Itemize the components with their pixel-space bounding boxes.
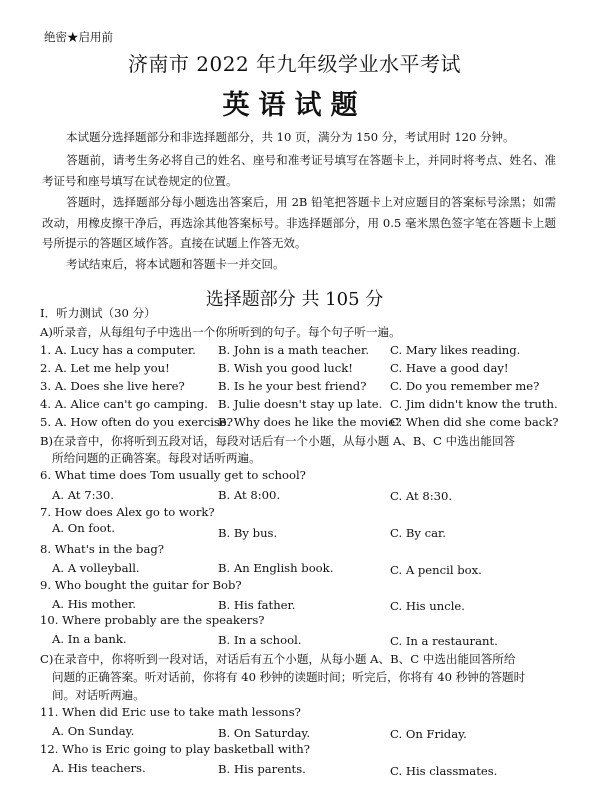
q12-option-c: C. His classmates. [390,764,498,778]
part-a-instruction: A)听录音，从每组句子中选出一个你所听到的句子。每个句子听一遍。 [40,325,401,339]
q9-stem: 9. Who bought the guitar for Bob? [40,578,242,592]
q6-option-a: A. At 7:30. [52,488,114,502]
q7-option-a: A. On foot. [52,521,115,535]
q2-option-b: B. Wish you good luck! [218,361,353,375]
q7-option-b: B. By bus. [218,526,278,540]
instruction-paragraph-2: 答题前，请考生务必将自己的姓名、座号和准考证号填写在答题卡上，并同时将考点、姓名、准考证号和座号填写在试卷规定的位置。 [42,153,556,188]
q8-option-a: A. A volleyball. [52,561,140,575]
q1-option-b: B. John is a math teacher. [218,343,370,357]
q9-option-a: A. His mother. [52,597,137,611]
confidential-mark: 绝密★启用前 [44,30,113,44]
q10-option-c: C. In a restaurant. [390,634,498,648]
q11-option-a: A. On Sunday. [52,724,135,738]
q6-option-c: C. At 8:30. [390,489,453,503]
q9-option-c: C. His uncle. [390,599,465,613]
q4-option-a: 4. A. Alice can't go camping. [40,397,208,411]
q3-option-c: C. Do you remember me? [390,379,540,393]
q8-option-c: C. A pencil box. [390,563,482,577]
instruction-paragraph-3: 答题时，选择题部分每小题选出答案后，用 2B 铅笔把答题卡上对应题目的答案标号涂黑；如需改动，用橡皮擦干净后，再选涂其他答案标号。非选择题部分，用 0.5 毫米黑色签字笔在答题卡上题号所提示的答题区域作答。直接在试题上作答无效。 [42,195,556,250]
q8-stem: 8. What's in the bag? [40,542,165,556]
q4-option-b: B. Julie doesn't stay up late. [218,397,383,411]
part-c-instruction-line-1: C)在录音中，你将听到一段对话，对话后有五个小题，从每小题 A、B、C 中选出能回答所给 [40,652,516,666]
q10-option-b: B. In a school. [218,633,302,647]
part-heading: I．听力测试（30 分） [40,306,156,320]
q12-option-a: A. His teachers. [52,761,146,775]
q6-option-b: B. At 8:00. [218,488,281,502]
part-b-instruction-line-2: 所给问题的正确答案。每段对话听两遍。 [52,451,261,465]
subject-title: 英语试题 [222,90,367,121]
q5-option-a: 5. A. How often do you exercise? [40,415,233,429]
q10-stem: 10. Where probably are the speakers? [40,613,265,627]
q2-option-c: C. Have a good day! [390,361,509,375]
q3-option-b: B. Is he your best friend? [218,379,367,393]
part-c-instruction-line-3: 间。对话听两遍。 [52,688,145,702]
exam-title: 济南市 2022 年九年级学业水平考试 [127,52,462,76]
q2-option-a: 2. A. Let me help you! [40,361,170,375]
section-title: 选择题部分 共 105 分 [205,289,384,310]
q8-option-b: B. An English book. [218,561,334,575]
q1-option-a: 1. A. Lucy has a computer. [40,343,196,357]
q11-stem: 11. When did Eric use to take math lessons? [40,705,301,719]
q7-option-c: C. By car. [390,526,446,540]
instruction-paragraph-1: 本试题分选择题部分和非选择题部分，共 10 页，满分为 150 分，考试用时 120 分钟。 [66,130,515,144]
q7-stem: 7. How does Alex go to work? [40,505,215,519]
q12-option-b: B. His parents. [218,762,306,776]
part-b-instruction-line-1: B)在录音中，你将听到五段对话，每段对话后有一个小题，从每小题 A、B、C 中选出能回答 [40,434,516,448]
q6-stem: 6. What time does Tom usually get to school? [40,468,306,482]
q11-option-c: C. On Friday. [390,727,467,741]
q3-option-a: 3. A. Does she live here? [40,379,185,393]
q5-option-b: B. Why does he like the movie? [218,415,402,429]
q4-option-c: C. Jim didn't know the truth. [390,397,558,411]
q5-option-c: C. When did she come back? [390,415,559,429]
q9-option-b: B. His father. [218,598,296,612]
instruction-paragraph-4: 考试结束后，将本试题和答题卡一并交回。 [66,257,285,271]
q11-option-b: B. On Saturday. [218,726,311,740]
q10-option-a: A. In a bank. [52,632,127,646]
q12-stem: 12. Who is Eric going to play basketball with? [40,742,310,756]
q1-option-c: C. Mary likes reading. [390,343,521,357]
part-c-instruction-line-2: 问题的正确答案。听对话前，你将有 40 秒钟的读题时间；听完后，你将有 40 秒钟的答题时 [52,670,526,684]
